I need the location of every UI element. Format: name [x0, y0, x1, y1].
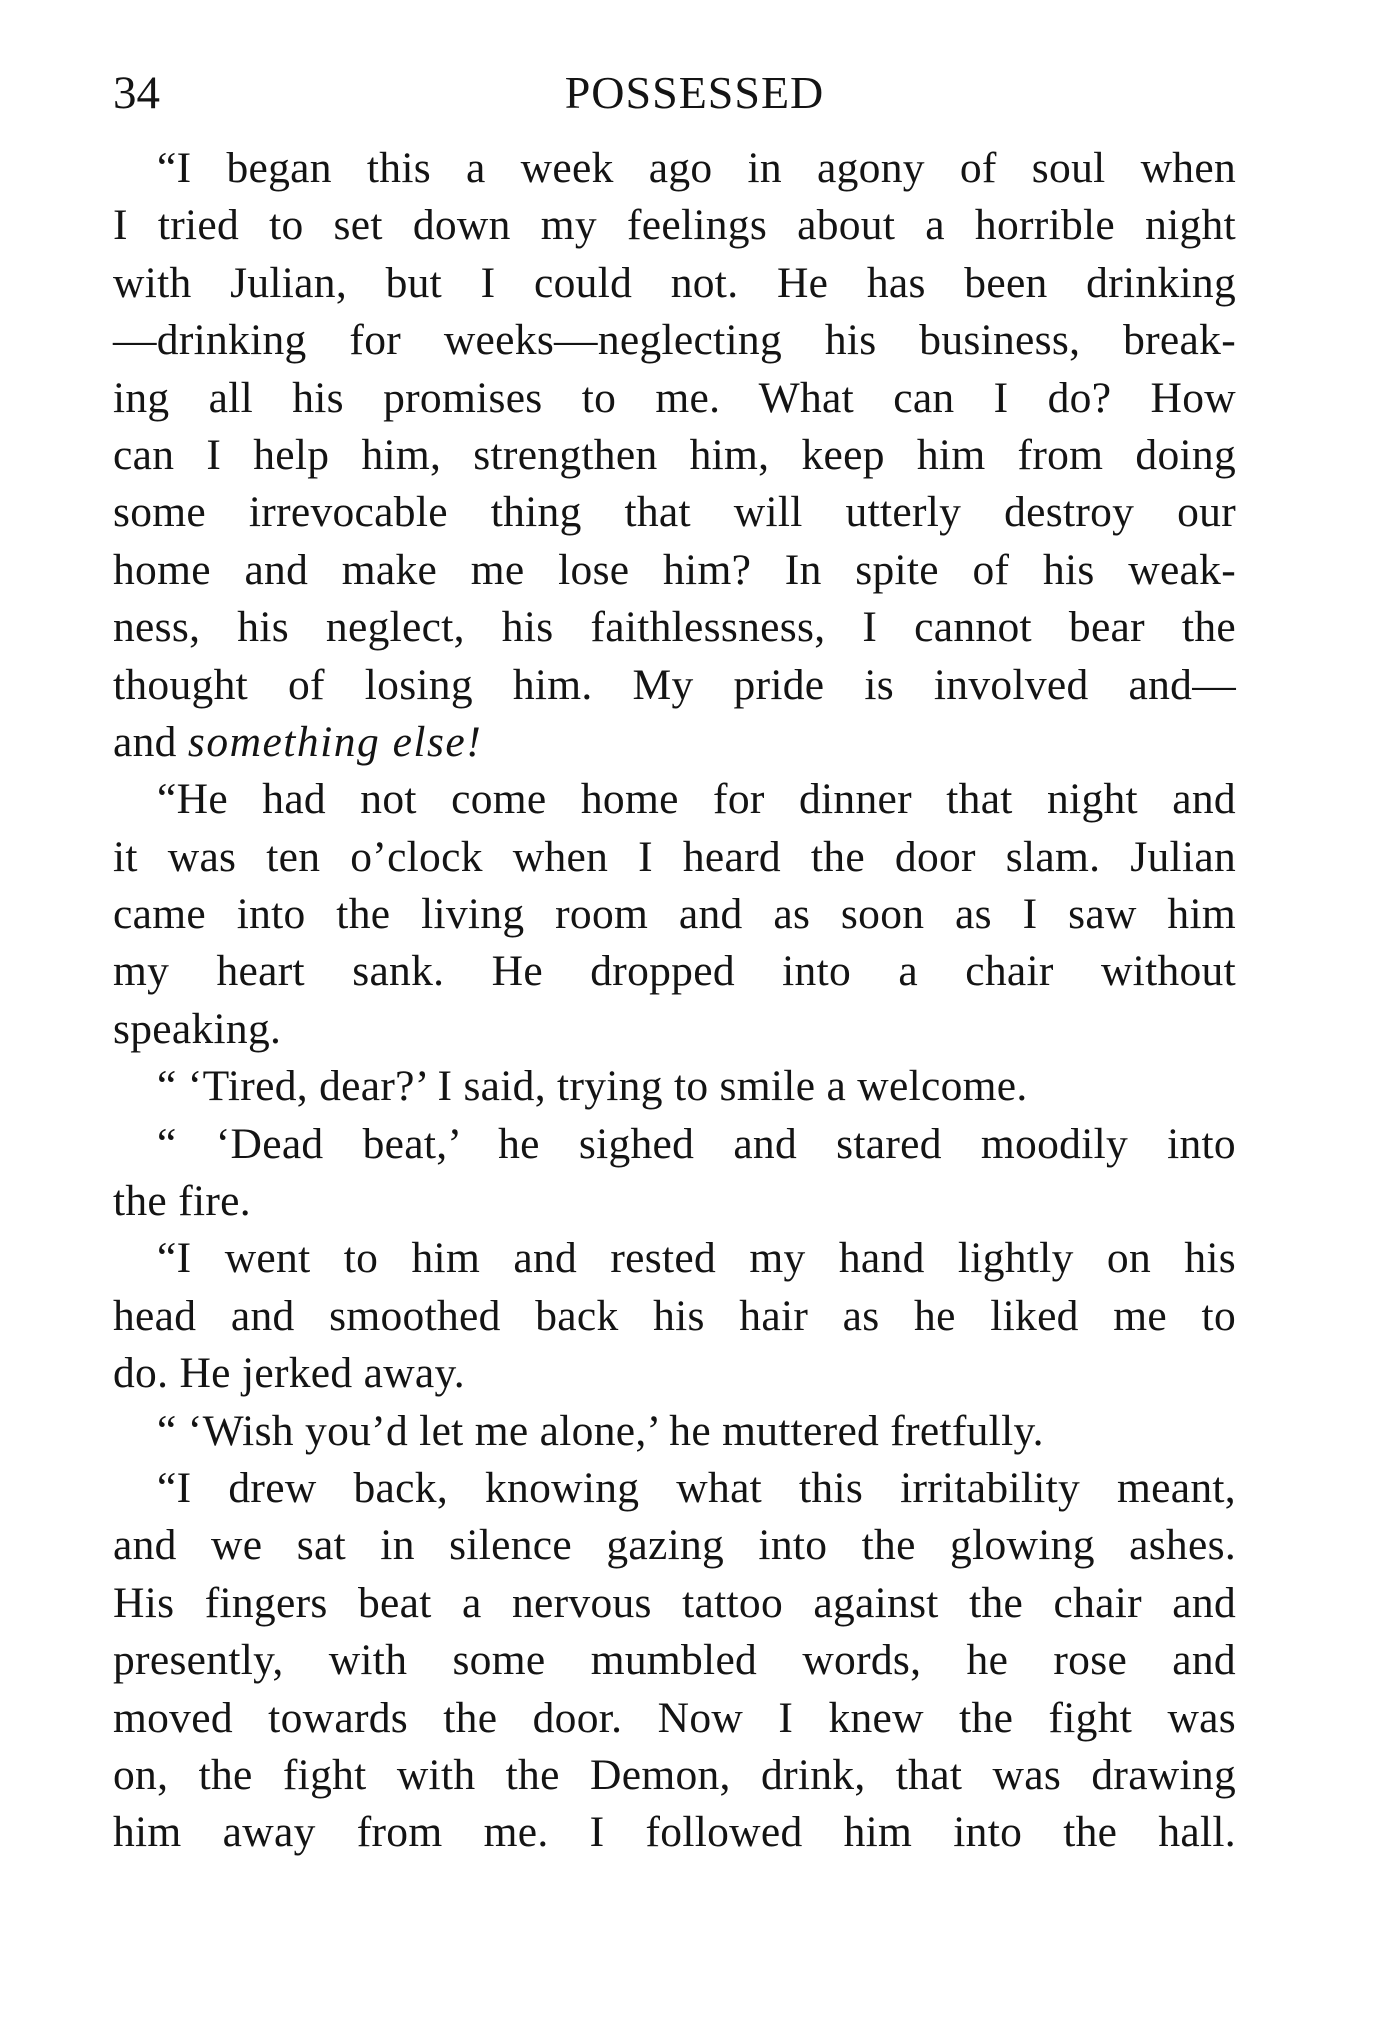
- text-line: my heart sank. He dropped into a chair without: [113, 947, 1236, 996]
- paragraph: [113, 1058, 1236, 1115]
- text-line: thought of losing him. My pride is involved and—: [113, 660, 1236, 709]
- paragraph: [113, 1403, 1236, 1460]
- page-number: 34: [113, 67, 160, 119]
- paragraph: [113, 140, 1236, 771]
- text-line: “He had not come home for dinner that night and: [157, 775, 1236, 824]
- text-run: and: [113, 717, 188, 766]
- text-line: ing all his promises to me. What can I do? How: [113, 373, 1236, 422]
- text-line: on, the fight with the Demon, drink, that was drawing: [113, 1750, 1236, 1799]
- text-line: and we sat in silence gazing into the glowing ashes.: [113, 1521, 1236, 1570]
- text-line: head and smoothed back his hair as he liked me to: [113, 1291, 1236, 1340]
- text-line: speaking.: [113, 1004, 282, 1053]
- text-line: moved towards the door. Now I knew the fight was: [113, 1693, 1236, 1742]
- text-line: home and make me lose him? In spite of his weak-: [113, 545, 1236, 594]
- paragraph: [113, 1230, 1236, 1402]
- text-line: the fire.: [113, 1177, 251, 1226]
- body-text: [113, 140, 1236, 1862]
- text-line: “ ‘Wish you’d let me alone,’ he muttered fretfully.: [157, 1406, 1044, 1455]
- text-line: “ ‘Dead beat,’ he sighed and stared moodily into: [157, 1119, 1236, 1168]
- text-line: came into the living room and as soon as I saw him: [113, 890, 1236, 939]
- text-line: I tried to set down my feelings about a horrible night: [113, 201, 1236, 250]
- text-line: —drinking for weeks—neglecting his business, break-: [113, 316, 1236, 365]
- text-line: it was ten o’clock when I heard the door slam. Julian: [113, 832, 1236, 881]
- paragraph: [113, 1460, 1236, 1862]
- text-line: with Julian, but I could not. He has been drinking: [113, 258, 1236, 307]
- text-line: “I drew back, knowing what this irritability meant,: [157, 1463, 1236, 1512]
- italic-emphasis: something else!: [187, 717, 483, 766]
- text-line: His fingers beat a nervous tattoo against the chair and: [113, 1578, 1236, 1627]
- text-line: “I began this a week ago in agony of soul when: [157, 144, 1236, 192]
- paragraph: [113, 771, 1236, 1058]
- text-line: “ ‘Tired, dear?’ I said, trying to smile a welcome.: [157, 1062, 1028, 1111]
- text-line: presently, with some mumbled words, he rose and: [113, 1636, 1236, 1685]
- text-line: “I went to him and rested my hand lightly on his: [157, 1234, 1236, 1283]
- text-line: ness, his neglect, his faithlessness, I cannot bear the: [113, 603, 1236, 652]
- text-line: some irrevocable thing that will utterly destroy our: [113, 488, 1236, 537]
- text-line: do. He jerked away.: [113, 1349, 465, 1398]
- text-line: can I help him, strengthen him, keep him from doing: [113, 430, 1236, 479]
- paragraph: [113, 1116, 1236, 1231]
- text-line: [113, 714, 1236, 771]
- running-head: [113, 58, 1236, 128]
- book-title: POSSESSED: [564, 67, 825, 118]
- text-line: him away from me. I followed him into the hall.: [113, 1808, 1236, 1857]
